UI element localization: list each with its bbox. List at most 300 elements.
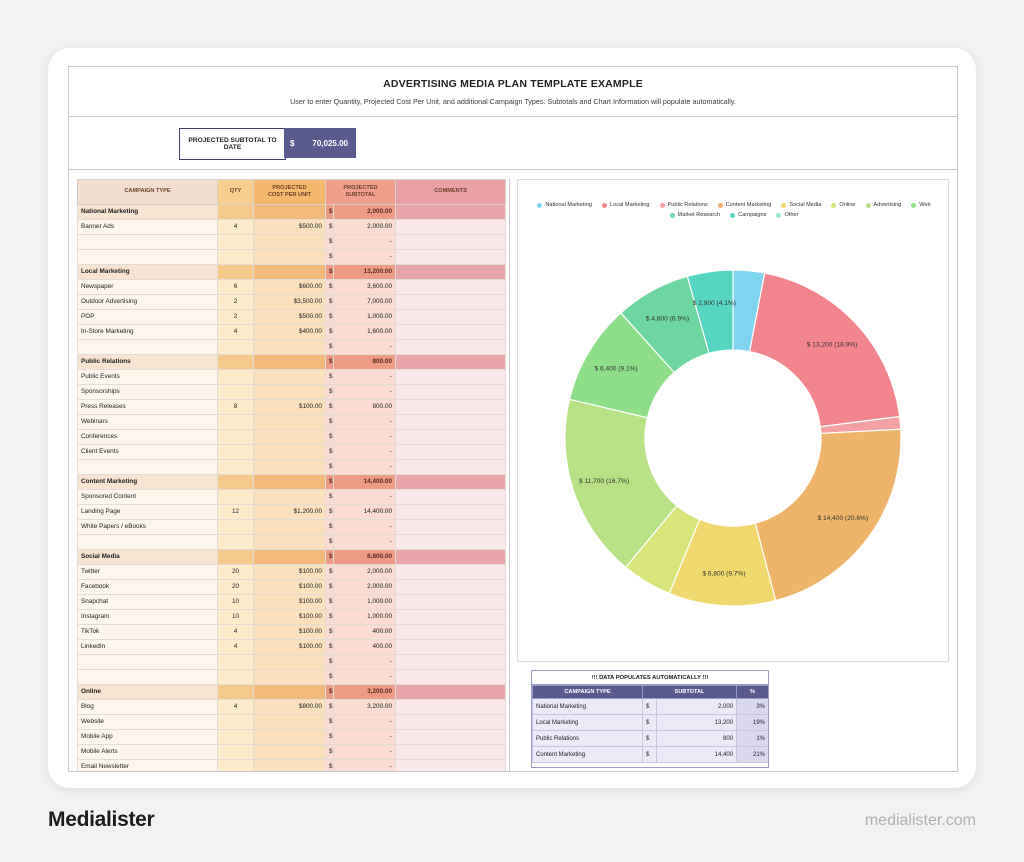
cell-name[interactable]: Newspaper [78,279,218,294]
table-row[interactable] [78,489,506,504]
cell-comments[interactable] [396,639,506,654]
cell-name[interactable] [78,249,218,264]
header-campaign-type: CAMPAIGN TYPE [78,180,218,205]
cell-cost-per-unit[interactable]: $100.00 [254,594,326,609]
table-row[interactable] [78,639,506,654]
cell-cost-per-unit[interactable] [254,204,326,219]
cell-cost-per-unit[interactable] [254,714,326,729]
table-row[interactable] [78,339,506,354]
cell-currency[interactable]: $ [326,504,334,519]
cell-comments[interactable] [396,324,506,339]
table-row[interactable] [78,414,506,429]
cell-cost-per-unit[interactable] [254,549,326,564]
legend-item[interactable] [718,202,772,208]
cell-subtotal[interactable]: 3,200.00 [334,699,396,714]
legend-item[interactable] [660,202,708,208]
cell-qty[interactable]: 6 [218,279,254,294]
cell-name[interactable]: Twitter [78,564,218,579]
cell-comments[interactable] [396,489,506,504]
cell-cost-per-unit[interactable] [254,744,326,759]
cell-qty[interactable]: 4 [218,219,254,234]
cell-cost-per-unit[interactable] [254,729,326,744]
cell-cost-per-unit[interactable] [254,384,326,399]
cell-currency[interactable]: $ [326,204,334,219]
cell-currency[interactable]: $ [326,309,334,324]
cell-cost-per-unit[interactable]: $1,200.00 [254,504,326,519]
cell-comments[interactable] [396,759,506,771]
donut-slice[interactable] [750,273,900,427]
legend-swatch-icon [911,203,916,208]
cell-name[interactable]: Outdoor Advertising [78,294,218,309]
table-row[interactable] [78,504,506,519]
table-group-row[interactable] [78,204,506,219]
table-row[interactable] [78,309,506,324]
cell-name[interactable]: POP [78,309,218,324]
cell-qty[interactable]: 12 [218,504,254,519]
legend-item[interactable] [776,212,798,218]
cell-subtotal[interactable]: - [334,384,396,399]
cell-comments[interactable] [396,549,506,564]
table-row[interactable] [78,444,506,459]
legend-label: Content Marketing [725,202,772,208]
cell-comments[interactable] [396,204,506,219]
legend-swatch-icon [831,203,836,208]
cell-cost-per-unit[interactable] [254,354,326,369]
cell-currency[interactable]: $ [326,264,334,279]
plan-table [77,179,506,771]
plan-table-wrapper[interactable] [77,179,510,771]
cell-cost-per-unit[interactable]: $100.00 [254,579,326,594]
cell-currency[interactable]: $ [326,729,334,744]
cell-cost-per-unit[interactable]: $100.00 [254,399,326,414]
cell-cost-per-unit[interactable] [254,759,326,771]
cell-subtotal[interactable]: 2,000.00 [334,564,396,579]
cell-cost-per-unit[interactable] [254,669,326,684]
summary-header-subtotal: SUBTOTAL [643,686,737,699]
cell-name[interactable]: Facebook [78,579,218,594]
cell-currency[interactable]: $ [326,444,334,459]
device-frame [48,48,976,788]
cell-qty[interactable] [218,444,254,459]
cell-currency[interactable]: $ [326,624,334,639]
legend-swatch-icon [602,203,607,208]
cell-subtotal[interactable]: - [334,729,396,744]
cell-comments[interactable] [396,504,506,519]
cell-subtotal[interactable]: 13,200.00 [334,264,396,279]
cell-subtotal[interactable]: 3,600.00 [334,279,396,294]
cell-qty[interactable] [218,249,254,264]
table-row[interactable] [78,294,506,309]
cell-comments[interactable] [396,234,506,249]
cell-comments[interactable] [396,519,506,534]
cell-subtotal[interactable]: - [334,369,396,384]
cell-subtotal[interactable]: 1,000.00 [334,309,396,324]
cell-name[interactable]: TikTok [78,624,218,639]
legend-item[interactable] [831,202,855,208]
cell-comments[interactable] [396,309,506,324]
cell-subtotal[interactable]: - [334,234,396,249]
cell-subtotal[interactable]: 800.00 [334,354,396,369]
cell-currency[interactable]: $ [326,699,334,714]
cell-currency[interactable]: $ [326,759,334,771]
cell-cost-per-unit[interactable] [254,519,326,534]
cell-subtotal[interactable]: 1,000.00 [334,594,396,609]
cell-subtotal[interactable]: - [334,339,396,354]
legend-item[interactable] [866,202,902,208]
table-row[interactable] [78,609,506,624]
cell-currency[interactable]: $ [326,744,334,759]
cell-currency[interactable]: $ [326,519,334,534]
cell-comments[interactable] [396,474,506,489]
cell-comments[interactable] [396,294,506,309]
cell-qty[interactable]: 10 [218,594,254,609]
cell-cost-per-unit[interactable] [254,249,326,264]
cell-currency[interactable]: $ [326,534,334,549]
summary-row[interactable] [533,699,769,715]
cell-qty[interactable] [218,534,254,549]
cell-cost-per-unit[interactable] [254,489,326,504]
cell-subtotal[interactable]: - [334,429,396,444]
table-row[interactable] [78,729,506,744]
cell-comments[interactable] [396,249,506,264]
cell-comments[interactable] [396,654,506,669]
cell-subtotal[interactable]: - [334,489,396,504]
donut-data-label: $ 4,800 (6.9%) [645,315,690,323]
cell-qty[interactable] [218,264,254,279]
cell-subtotal[interactable]: - [334,414,396,429]
cell-qty[interactable]: 4 [218,324,254,339]
cell-qty[interactable] [218,729,254,744]
table-row[interactable] [78,369,506,384]
summary-row[interactable] [533,715,769,731]
table-row[interactable] [78,594,506,609]
cell-comments[interactable] [396,714,506,729]
cell-subtotal[interactable]: - [334,744,396,759]
cell-currency[interactable]: $ [326,219,334,234]
cell-name[interactable]: Conferences [78,429,218,444]
cell-cost-per-unit[interactable]: $100.00 [254,639,326,654]
cell-qty[interactable] [218,429,254,444]
cell-currency[interactable]: $ [326,339,334,354]
cell-cost-per-unit[interactable] [254,459,326,474]
table-row[interactable] [78,279,506,294]
table-row[interactable] [78,219,506,234]
cell-subtotal[interactable]: - [334,534,396,549]
cell-subtotal[interactable]: - [334,654,396,669]
cell-currency[interactable]: $ [326,414,334,429]
cell-qty[interactable]: 4 [218,699,254,714]
cell-subtotal[interactable]: - [334,444,396,459]
cell-subtotal[interactable]: - [334,759,396,771]
cell-currency[interactable]: $ [326,234,334,249]
cell-subtotal[interactable]: 2,000.00 [334,204,396,219]
summary-row[interactable] [533,747,769,763]
cell-subtotal[interactable]: - [334,669,396,684]
cell-currency[interactable]: $ [326,669,334,684]
cell-comments[interactable] [396,624,506,639]
table-row[interactable] [78,249,506,264]
currency-symbol: $ [290,138,295,148]
cell-qty[interactable] [218,369,254,384]
table-row[interactable] [78,534,506,549]
table-row[interactable] [78,669,506,684]
cell-name[interactable]: Online [78,684,218,699]
cell-qty[interactable] [218,204,254,219]
cell-name[interactable]: Content Marketing [78,474,218,489]
table-group-row[interactable] [78,264,506,279]
cell-qty[interactable] [218,489,254,504]
cell-name[interactable]: Social Media [78,549,218,564]
chart-panel [517,179,949,662]
cell-currency[interactable]: $ [326,609,334,624]
cell-qty[interactable] [218,414,254,429]
cell-qty[interactable] [218,669,254,684]
cell-cost-per-unit[interactable]: $100.00 [254,564,326,579]
cell-qty[interactable] [218,714,254,729]
cell-name[interactable] [78,654,218,669]
cell-qty[interactable] [218,654,254,669]
cell-currency[interactable]: $ [326,474,334,489]
cell-qty[interactable] [218,549,254,564]
cell-qty[interactable] [218,354,254,369]
legend-item[interactable] [911,202,930,208]
cell-comments[interactable] [396,594,506,609]
legend-item[interactable] [602,202,650,208]
cell-cost-per-unit[interactable]: $500.00 [254,309,326,324]
cell-name[interactable] [78,669,218,684]
cell-name[interactable]: White Papers / eBooks [78,519,218,534]
cell-comments[interactable] [396,429,506,444]
cell-currency[interactable]: $ [326,384,334,399]
cell-comments[interactable] [396,579,506,594]
cell-name[interactable] [78,459,218,474]
header-subtotal-line2: SUBTOTAL [345,191,376,198]
cell-name[interactable] [78,234,218,249]
table-row[interactable] [78,384,506,399]
cell-qty[interactable] [218,459,254,474]
cell-currency[interactable]: $ [326,429,334,444]
cell-subtotal[interactable]: 400.00 [334,639,396,654]
legend-item[interactable] [670,212,721,218]
cell-qty[interactable] [218,744,254,759]
cell-comments[interactable] [396,609,506,624]
cell-qty[interactable]: 2 [218,294,254,309]
legend-item[interactable] [730,212,766,218]
cell-name[interactable]: Website [78,714,218,729]
cell-currency[interactable]: $ [326,489,334,504]
cell-comments[interactable] [396,279,506,294]
cell-currency[interactable]: $ [326,354,334,369]
cell-subtotal[interactable]: 800.00 [334,399,396,414]
cell-subtotal[interactable]: 1,000.00 [334,609,396,624]
cell-subtotal[interactable]: 1,600.00 [334,324,396,339]
cell-currency[interactable]: $ [326,369,334,384]
cell-cost-per-unit[interactable]: $100.00 [254,624,326,639]
cell-qty[interactable]: 4 [218,624,254,639]
donut-data-label: $ 6,800 (9.7%) [702,570,746,578]
cell-name[interactable]: Email Newsletter [78,759,218,771]
cell-comments[interactable] [396,744,506,759]
cell-currency[interactable]: $ [326,399,334,414]
cell-comments[interactable] [396,564,506,579]
legend-item[interactable] [537,202,592,208]
cell-qty[interactable] [218,519,254,534]
summary-row[interactable] [533,731,769,747]
cell-name[interactable]: Webinars [78,414,218,429]
cell-name[interactable]: In-Store Marketing [78,324,218,339]
cell-name[interactable]: Press Releases [78,399,218,414]
table-row[interactable] [78,459,506,474]
legend-swatch-icon [660,203,665,208]
cell-comments[interactable] [396,369,506,384]
table-row[interactable] [78,324,506,339]
cell-qty[interactable] [218,759,254,771]
table-row[interactable] [78,744,506,759]
cell-cost-per-unit[interactable] [254,264,326,279]
table-row[interactable] [78,699,506,714]
cell-currency[interactable]: $ [326,279,334,294]
table-row[interactable] [78,579,506,594]
legend-swatch-icon [718,203,723,208]
cell-comments[interactable] [396,414,506,429]
cell-qty[interactable]: 8 [218,399,254,414]
cell-currency[interactable]: $ [326,294,334,309]
cell-currency[interactable]: $ [326,324,334,339]
cell-qty[interactable]: 2 [218,309,254,324]
cell-name[interactable] [78,339,218,354]
cell-comments[interactable] [396,534,506,549]
table-row[interactable] [78,234,506,249]
cell-subtotal[interactable]: 14,400.00 [334,504,396,519]
cell-name[interactable]: Sponsored Content [78,489,218,504]
table-group-row[interactable] [78,684,506,699]
cell-subtotal[interactable]: - [334,519,396,534]
cell-comments[interactable] [396,684,506,699]
cell-cost-per-unit[interactable] [254,414,326,429]
cell-name[interactable]: Banner Ads [78,219,218,234]
table-group-row[interactable] [78,549,506,564]
cell-comments[interactable] [396,669,506,684]
cell-name[interactable] [78,534,218,549]
cell-name[interactable]: Public Events [78,369,218,384]
cell-cost-per-unit[interactable] [254,369,326,384]
cell-qty[interactable] [218,234,254,249]
cell-name[interactable]: Public Relations [78,354,218,369]
cell-name[interactable]: Client Events [78,444,218,459]
table-row[interactable] [78,759,506,771]
cell-comments[interactable] [396,444,506,459]
cell-cost-per-unit[interactable] [254,654,326,669]
cell-comments[interactable] [396,699,506,714]
cell-currency[interactable]: $ [326,714,334,729]
cell-cost-per-unit[interactable]: $500.00 [254,219,326,234]
table-row[interactable] [78,399,506,414]
cell-cost-per-unit[interactable]: $600.00 [254,279,326,294]
cell-name[interactable]: Mobile App [78,729,218,744]
cell-comments[interactable] [396,264,506,279]
table-row[interactable] [78,624,506,639]
cell-subtotal[interactable]: - [334,249,396,264]
cell-subtotal[interactable]: 6,800.00 [334,549,396,564]
cell-qty[interactable]: 4 [218,639,254,654]
cell-subtotal[interactable]: 7,000.00 [334,294,396,309]
cell-name[interactable]: Sponsorships [78,384,218,399]
cell-currency[interactable]: $ [326,459,334,474]
cell-subtotal[interactable]: 2,000.00 [334,219,396,234]
cell-subtotal[interactable]: 2,000.00 [334,579,396,594]
legend-swatch-icon [781,203,786,208]
cell-currency[interactable]: $ [326,564,334,579]
cell-currency[interactable]: $ [326,684,334,699]
cell-subtotal[interactable]: - [334,714,396,729]
cell-comments[interactable] [396,459,506,474]
cell-name[interactable]: Instagram [78,609,218,624]
cell-qty[interactable]: 20 [218,564,254,579]
legend-item[interactable] [781,202,821,208]
cell-subtotal[interactable]: 3,200.00 [334,684,396,699]
cell-name[interactable]: National Marketing [78,204,218,219]
cell-comments[interactable] [396,729,506,744]
cell-comments[interactable] [396,354,506,369]
cell-qty[interactable] [218,384,254,399]
table-row[interactable] [78,519,506,534]
table-row[interactable] [78,429,506,444]
cell-name[interactable]: Blog [78,699,218,714]
cell-cost-per-unit[interactable] [254,444,326,459]
cell-name[interactable]: Local Marketing [78,264,218,279]
cell-currency[interactable]: $ [326,639,334,654]
cell-comments[interactable] [396,384,506,399]
table-row[interactable] [78,654,506,669]
cell-name[interactable]: LinkedIn [78,639,218,654]
table-row[interactable] [78,564,506,579]
cell-subtotal[interactable]: - [334,459,396,474]
cell-qty[interactable]: 20 [218,579,254,594]
cell-cost-per-unit[interactable] [254,339,326,354]
cell-subtotal[interactable]: 14,400.00 [334,474,396,489]
cell-name[interactable]: Snapchat [78,594,218,609]
cell-cost-per-unit[interactable]: $400.00 [254,324,326,339]
cell-comments[interactable] [396,219,506,234]
cell-subtotal[interactable]: 400.00 [334,624,396,639]
cell-comments[interactable] [396,399,506,414]
cell-qty[interactable]: 10 [218,609,254,624]
cell-qty[interactable] [218,684,254,699]
cell-cost-per-unit[interactable]: $3,500.00 [254,294,326,309]
cell-cost-per-unit[interactable] [254,234,326,249]
cell-cost-per-unit[interactable]: $800.00 [254,699,326,714]
cell-cost-per-unit[interactable] [254,474,326,489]
cell-currency[interactable]: $ [326,249,334,264]
cell-cost-per-unit[interactable] [254,684,326,699]
cell-qty[interactable] [218,339,254,354]
cell-cost-per-unit[interactable]: $100.00 [254,609,326,624]
cell-name[interactable]: Landing Page [78,504,218,519]
cell-comments[interactable] [396,339,506,354]
table-group-row[interactable] [78,354,506,369]
cell-cost-per-unit[interactable] [254,429,326,444]
cell-name[interactable]: Mobile Alerts [78,744,218,759]
cell-cost-per-unit[interactable] [254,534,326,549]
cell-qty[interactable] [218,474,254,489]
table-row[interactable] [78,714,506,729]
table-group-row[interactable] [78,474,506,489]
cell-currency[interactable]: $ [326,549,334,564]
site-url: medialister.com [864,812,976,829]
cell-currency[interactable]: $ [326,579,334,594]
cell-currency[interactable]: $ [326,654,334,669]
cell-currency[interactable]: $ [326,594,334,609]
